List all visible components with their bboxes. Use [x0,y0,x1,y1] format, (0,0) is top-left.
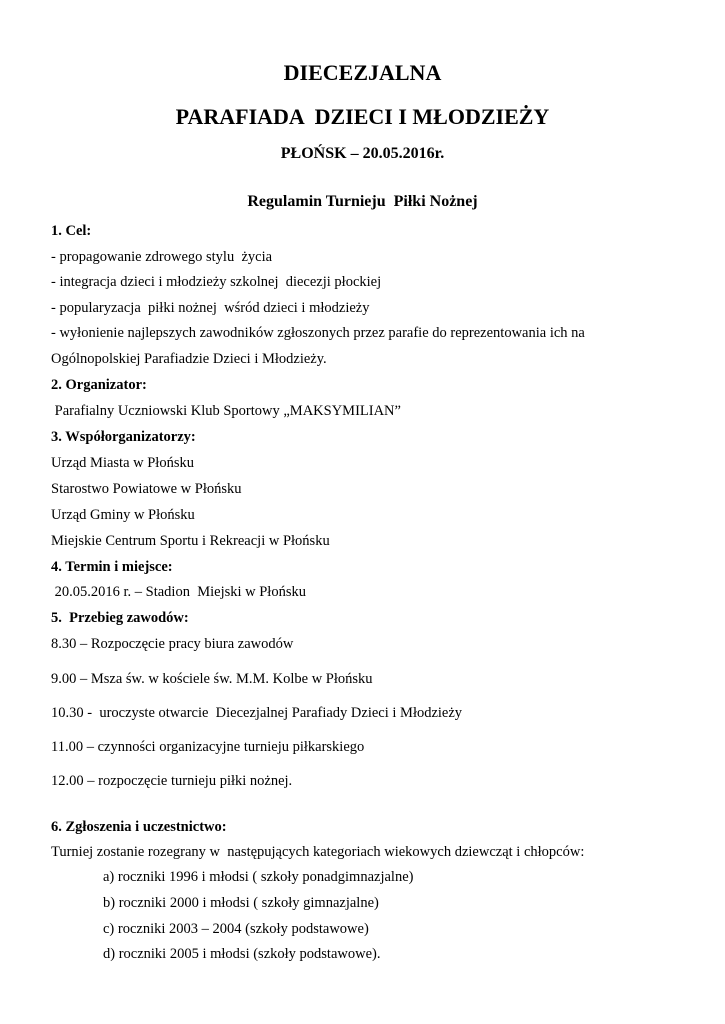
list-item: 20.05.2016 r. – Stadion Miejski w Płońsku [51,584,306,600]
list-item: Starostwo Powiatowe w Płońsku [51,481,242,497]
schedule-item: 10.30 - uroczyste otwarcie Diecezjalnej Parafiady Dzieci i Młodzieży [51,705,463,721]
section-heading-wspolorganizatorzy: 3. Współorganizatorzy: [51,429,196,445]
title-line-2: PARAFIADA DZIECI I MŁODZIEŻY [175,104,550,129]
section-heading-cel: 1. Cel: [51,223,92,239]
list-item: Parafialny Uczniowski Klub Sportowy „MAKSYMILIAN” [51,403,401,419]
section-heading-organizator: 2. Organizator: [51,377,147,393]
category-item: c) roczniki 2003 – 2004 (szkoły podstawowe) [103,921,369,937]
list-item: Ogólnopolskiej Parafiadzie Dzieci i Młodzieży. [51,351,327,367]
list-item: - popularyzacja piłki nożnej wśród dzieci i młodzieży [51,300,370,316]
schedule-item: 11.00 – czynności organizacyjne turnieju piłkarskiego [51,739,365,755]
list-item: Miejskie Centrum Sportu i Rekreacji w Płońsku [51,533,330,549]
category-item: d) roczniki 2005 i młodsi (szkoły podstawowe). [103,946,381,962]
place-date: PŁOŃSK – 20.05.2016r. [280,145,445,162]
title-line-1: DIECEZJALNA [283,60,442,85]
zgloszenia-intro: Turniej zostanie rozegrany w następujących kategoriach wiekowych dziewcząt i chłopców: [51,844,585,860]
category-item: b) roczniki 2000 i młodsi ( szkoły gimnazjalne) [103,895,379,911]
list-item: - integracja dzieci i młodzieży szkolnej diecezji płockiej [51,274,382,290]
section-heading-zgloszenia: 6. Zgłoszenia i uczestnictwo: [51,819,227,835]
schedule-item: 12.00 – rozpoczęcie turnieju piłki nożnej. [51,773,293,789]
schedule-item: 8.30 – Rozpoczęcie pracy biura zawodów [51,636,294,652]
section-heading-przebieg: 5. Przebieg zawodów: [51,610,189,626]
section-heading-termin: 4. Termin i miejsce: [51,559,173,575]
list-item: Urząd Miasta w Płońsku [51,455,194,471]
schedule-item: 9.00 – Msza św. w kościele św. M.M. Kolbe w Płońsku [51,671,373,687]
list-item: - propagowanie zdrowego stylu życia [51,249,273,265]
list-item: - wyłonienie najlepszych zawodników zgłoszonych przez parafie do reprezentowania ich na [51,325,585,341]
category-item: a) roczniki 1996 i młodsi ( szkoły ponadgimnazjalne) [103,869,414,885]
regulation-subtitle: Regulamin Turnieju Piłki Nożnej [247,193,478,210]
list-item: Urząd Gminy w Płońsku [51,507,195,523]
